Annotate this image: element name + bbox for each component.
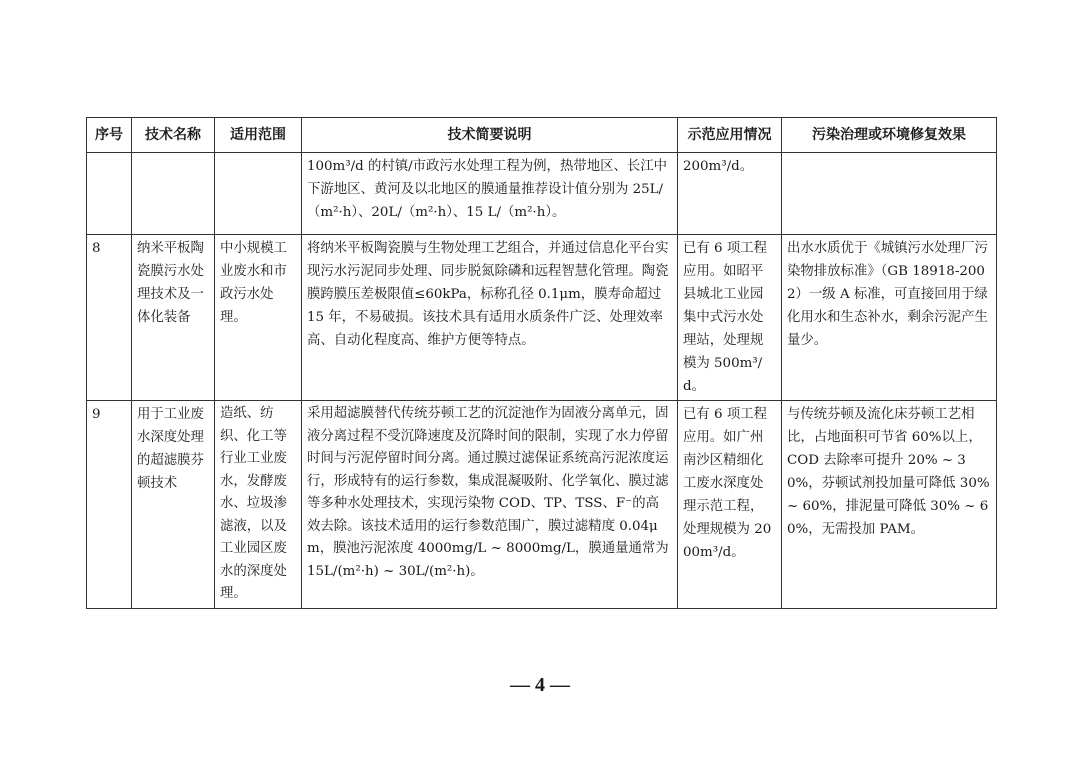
cell-effect: 出水水质优于《城镇污水处理厂污染物排放标准》（GB 18918-2002）一级 A 标准，可直接回用于绿化用水和生态补水，剩余污泥产生量少。 [782,235,997,401]
cell-number: 8 [87,235,132,401]
cell-description: 100m³/d 的村镇/市政污水处理工程为例，热带地区、长江中下游地区、黄河及以北地区的膜通量推荐设计值分别为 25L/（m²·h）、20L/（m²·h）、15 L/（m²·h）。 [302,153,678,235]
cell-description: 将纳米平板陶瓷膜与生物处理工艺组合，并通过信息化平台实现污水污泥同步处理、同步脱氮除磷和远程智慧化管理。陶瓷膜跨膜压差极限值≤60kPa，标称孔径 0.1μm，膜寿命超过 15 年，不易破损。该技术具有适用水质条件广泛、处理效率高、自动化程度高、维护方便等特点。 [302,235,678,401]
table-header-row [87,118,997,153]
cell-effect [782,153,997,235]
cell-tech-name: 纳米平板陶瓷膜污水处理技术及一体化装备 [132,235,215,401]
cell-tech-name: 用于工业废水深度处理的超滤膜芬顿技术 [132,401,215,609]
table-row [87,235,997,401]
cell-scope: 中小规模工业废水和市政污水处理。 [215,235,302,401]
header-tech-name: 技术名称 [132,118,215,153]
header-demo-application: 示范应用情况 [678,118,782,153]
page-number: — 4 — [510,674,570,696]
header-number: 序号 [87,118,132,153]
header-scope: 适用范围 [215,118,302,153]
cell-scope [215,153,302,235]
cell-demo-application: 已有 6 项工程应用。如广州南沙区精细化工废水深度处理示范工程，处理规模为 2000m³/d。 [678,401,782,609]
cell-effect: 与传统芬顿及流化床芬顿工艺相比，占地面积可节省 60%以上，COD 去除率可提升 20% ~ 30%，芬顿试剂投加量可降低 30% ~ 60%，排泥量可降低 30% ~ 60%，无需投加 PAM。 [782,401,997,609]
table-row [87,153,997,235]
cell-demo-application: 已有 6 项工程应用。如昭平县城北工业园集中式污水处理站，处理规模为 500m³/d。 [678,235,782,401]
cell-number [87,153,132,235]
cell-demo-application: 200m³/d。 [678,153,782,235]
table-row [87,401,997,609]
technology-table [86,117,997,609]
cell-tech-name [132,153,215,235]
header-effect: 污染治理或环境修复效果 [782,118,997,153]
cell-number: 9 [87,401,132,609]
cell-scope: 造纸、纺织、化工等行业工业废水，发酵废水、垃圾渗滤液，以及工业园区废水的深度处理。 [215,401,302,609]
header-description: 技术简要说明 [302,118,678,153]
cell-description: 采用超滤膜替代传统芬顿工艺的沉淀池作为固液分离单元，固液分离过程不受沉降速度及沉降时间的限制，实现了水力停留时间与污泥停留时间分离。通过膜过滤保证系统高污泥浓度运行，形成特有的运行参数，集成混凝吸附、化学氧化、膜过滤等多种水处理技术，实现污染物 COD、TP、TSS、F⁻的高效去除。该技术适用的运行参数范围广，膜过滤精度 0.04μm，膜池污泥浓度 4000mg/L ~ 8000mg/L，膜通量通常为 15L/(m²·h) ~ 30L/(m²·h)。 [302,401,678,609]
